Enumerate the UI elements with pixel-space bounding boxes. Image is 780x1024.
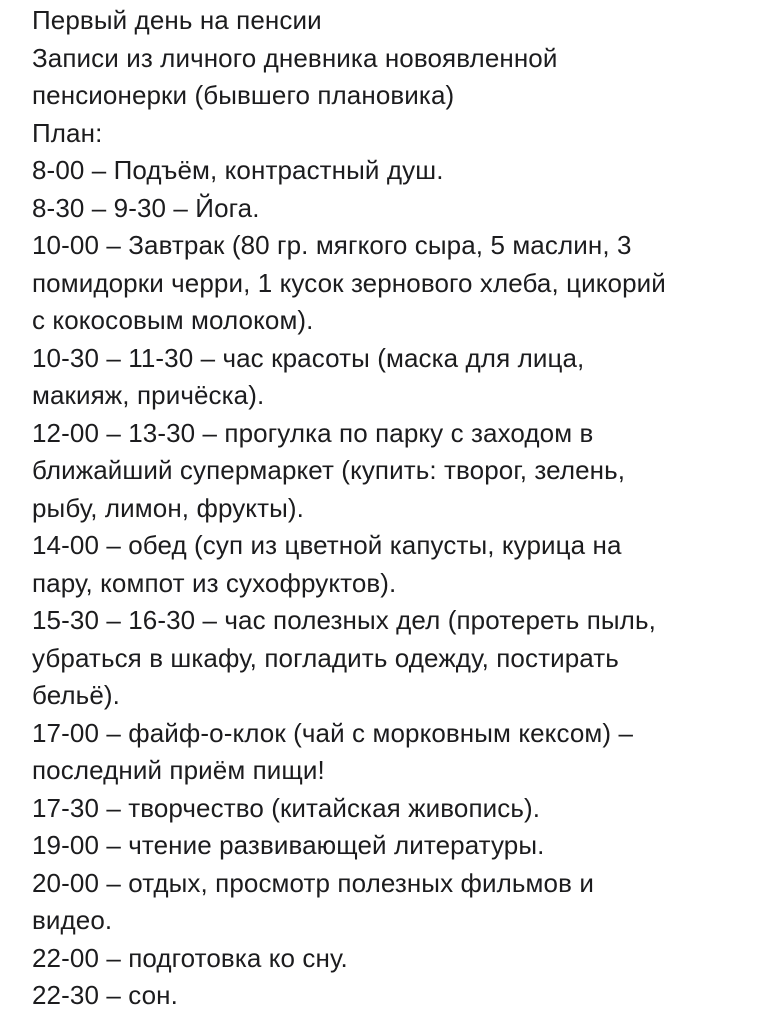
schedule-line: бельё).: [32, 680, 120, 710]
schedule-line: 22-30 – сон.: [32, 980, 178, 1010]
schedule-line: 20-00 – отдых, просмотр полезных фильмов и: [32, 867, 594, 898]
schedule-line: 17-00 – файф-о-клок (чай с морковным кексом) –: [32, 717, 634, 748]
schedule-line: 15-30 – 16-30 – час полезных дел (протереть пыль,: [32, 605, 656, 635]
schedule-line: 12-00 – 13-30 – прогулка по парку с заходом в: [32, 417, 594, 448]
plan-heading: План:: [32, 117, 103, 148]
schedule-line: 10-30 – 11-30 – час красоты (маска для лица,: [32, 342, 585, 373]
schedule-line: убраться в шкафу, погладить одежду, постирать: [32, 642, 619, 673]
title-line: Первый день на пенсии: [32, 5, 322, 35]
schedule-line: 22-00 – подготовка ко сну.: [32, 942, 348, 973]
schedule-line: 10-00 – Завтрак (80 гр. мягкого сыра, 5 маслин, 3: [32, 230, 632, 260]
schedule-line: 8-00 – Подъём, контрастный душ.: [32, 155, 444, 185]
schedule-line: последний приём пищи!: [32, 755, 325, 785]
schedule-line: с кокосовым молоком).: [32, 305, 314, 335]
schedule-line: видео.: [32, 905, 113, 935]
schedule-line: помидорки черри, 1 кусок зернового хлеба, цикорий: [32, 267, 666, 298]
schedule-line: 14-00 – обед (суп из цветной капусты, курица на: [32, 530, 622, 560]
schedule-line: ближайший супермаркет (купить: творог, зелень,: [32, 455, 626, 485]
schedule-line: 19-00 – чтение развивающей литературы.: [32, 830, 545, 860]
schedule-line: пару, компот из сухофруктов).: [32, 567, 397, 598]
subtitle-line: Записи из личного дневника новоявленной: [32, 42, 558, 73]
schedule-line: макияж, причёска).: [32, 380, 265, 410]
schedule-line: рыбу, лимон, фрукты).: [32, 492, 304, 523]
schedule-line: 8-30 – 9-30 – Йога.: [32, 192, 260, 223]
schedule-line: 17-30 – творчество (китайская живопись).: [32, 792, 541, 823]
subtitle-line: пенсионерки (бывшего плановика): [32, 80, 455, 110]
